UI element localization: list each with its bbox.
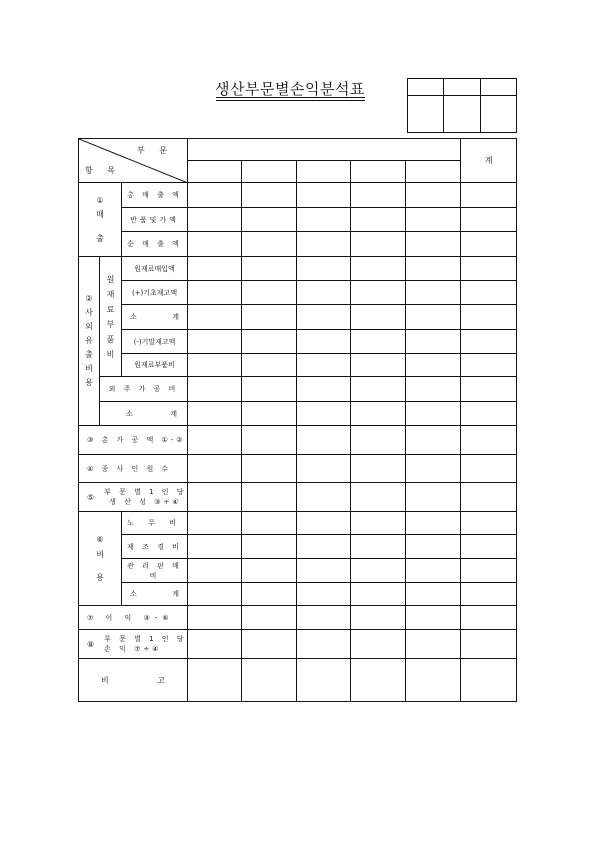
data-cell[interactable] [297, 455, 351, 483]
data-cell[interactable] [351, 659, 406, 702]
row-label-per-capita [79, 630, 188, 659]
material-char: 재 [106, 289, 115, 299]
document-title: 생산부문별손익분석표 [215, 80, 365, 98]
data-cell[interactable] [297, 535, 351, 559]
data-cell[interactable] [188, 377, 242, 402]
data-cell[interactable] [297, 257, 351, 281]
data-cell[interactable] [242, 377, 297, 402]
data-cell[interactable] [242, 583, 297, 606]
data-cell[interactable] [242, 281, 297, 305]
group-cost-label [79, 512, 122, 606]
data-cell[interactable] [461, 426, 517, 455]
group-outflow-char: 유 [85, 336, 93, 345]
dept-name-cell[interactable] [188, 161, 242, 183]
remarks-b: 고 [157, 675, 166, 685]
approval-box [407, 78, 517, 133]
row-label-outsourcing: 외 주 가 공 비 [100, 377, 188, 402]
data-cell[interactable] [461, 330, 517, 354]
data-cell[interactable] [297, 377, 351, 402]
dept-name-cell[interactable] [406, 161, 461, 183]
data-cell[interactable] [188, 257, 242, 281]
group-outflow-char: 외 [85, 322, 93, 331]
row-label-subtotal-1 [122, 305, 188, 330]
data-cell[interactable] [406, 659, 461, 702]
group-outflow-label [79, 257, 100, 426]
data-cell[interactable] [406, 455, 461, 483]
data-cell[interactable] [406, 402, 461, 426]
data-cell[interactable] [351, 535, 406, 559]
productivity-num: ⑤ [87, 492, 95, 502]
data-cell[interactable] [351, 455, 406, 483]
approval-sign-cell[interactable] [481, 96, 517, 133]
data-cell[interactable] [351, 583, 406, 606]
data-cell[interactable] [297, 281, 351, 305]
data-cell[interactable] [242, 606, 297, 630]
data-cell[interactable] [351, 377, 406, 402]
header-diagonal-cell [79, 139, 188, 183]
data-cell[interactable] [188, 630, 242, 659]
data-cell[interactable] [242, 354, 297, 377]
data-cell[interactable] [242, 659, 297, 702]
subtotal-2-b: 계 [170, 409, 178, 418]
data-cell[interactable] [461, 183, 517, 208]
row-label-net-sales: 순 매 출 액 [122, 232, 188, 257]
productivity-line-2: 생 산 성 ③÷④ [109, 498, 182, 506]
data-cell[interactable] [188, 483, 242, 512]
row-label-employees: ④ 종 사 인 원 수 [79, 455, 188, 483]
data-cell[interactable] [461, 354, 517, 377]
data-cell[interactable] [351, 630, 406, 659]
data-cell[interactable] [406, 512, 461, 535]
data-cell[interactable] [188, 232, 242, 257]
data-cell[interactable] [188, 559, 242, 583]
data-cell[interactable] [351, 483, 406, 512]
data-cell[interactable] [406, 257, 461, 281]
data-cell[interactable] [188, 426, 242, 455]
data-cell[interactable] [188, 455, 242, 483]
data-cell[interactable] [242, 232, 297, 257]
title-underline-2 [216, 100, 365, 101]
data-cell[interactable] [406, 583, 461, 606]
row-label-total-sales: 총 매 출 액 [122, 183, 188, 208]
approval-sign-cell[interactable] [408, 96, 444, 133]
data-cell[interactable] [297, 559, 351, 583]
data-cell[interactable] [188, 305, 242, 330]
data-cell[interactable] [297, 630, 351, 659]
data-cell[interactable] [297, 426, 351, 455]
data-cell[interactable] [242, 330, 297, 354]
data-cell[interactable] [406, 330, 461, 354]
row-label-end-inventory: (-)기말재고액 [122, 330, 188, 354]
group-sales-char: 출 [96, 233, 104, 243]
data-cell[interactable] [242, 630, 297, 659]
dept-label: 부 문 [137, 146, 174, 155]
data-cell[interactable] [461, 257, 517, 281]
data-cell[interactable] [188, 208, 242, 232]
data-cell[interactable] [461, 281, 517, 305]
data-cell[interactable] [461, 630, 517, 659]
data-cell[interactable] [188, 330, 242, 354]
data-cell[interactable] [406, 232, 461, 257]
data-cell[interactable] [351, 183, 406, 208]
data-cell[interactable] [461, 535, 517, 559]
dept-name-cell[interactable] [297, 161, 351, 183]
data-cell[interactable] [406, 606, 461, 630]
row-label-profit: ⑦ 이 익 ③-⑥ [79, 606, 188, 630]
row-label-material-purchase: 원재료매입액 [122, 257, 188, 281]
group-outflow-char: 용 [85, 378, 93, 387]
data-cell[interactable] [406, 208, 461, 232]
data-cell[interactable] [188, 402, 242, 426]
data-cell[interactable] [242, 257, 297, 281]
title-underline [216, 97, 365, 98]
material-subgroup-label [100, 257, 122, 377]
group-outflow-char: 사 [85, 308, 93, 317]
data-cell[interactable] [242, 402, 297, 426]
approval-head-cell[interactable] [444, 79, 481, 96]
data-cell[interactable] [297, 330, 351, 354]
data-cell[interactable] [406, 305, 461, 330]
row-label-value-added: ③ 총 가 공 액 ①-② [79, 426, 188, 455]
productivity-line-1: 부 문 별 1 인 당 [104, 488, 187, 496]
data-cell[interactable] [188, 606, 242, 630]
group-outflow-char: 비 [85, 364, 93, 373]
data-cell[interactable] [188, 583, 242, 606]
data-cell[interactable] [461, 559, 517, 583]
row-label-subtotal-2 [100, 402, 188, 426]
data-cell[interactable] [297, 606, 351, 630]
data-cell[interactable] [297, 659, 351, 702]
data-cell[interactable] [188, 535, 242, 559]
data-cell[interactable] [188, 512, 242, 535]
approval-head-cell[interactable] [408, 79, 444, 96]
group-sales-char: 매 [96, 209, 104, 219]
data-cell[interactable] [188, 183, 242, 208]
group-outflow-num: ② [85, 294, 93, 303]
subtotal-1-a: 소 [130, 313, 137, 321]
data-cell[interactable] [406, 426, 461, 455]
item-label: 항 목 [85, 166, 121, 175]
data-cell[interactable] [297, 354, 351, 377]
data-cell[interactable] [406, 281, 461, 305]
material-char: 품 [106, 334, 115, 344]
data-cell[interactable] [242, 455, 297, 483]
data-cell[interactable] [351, 426, 406, 455]
row-label-material-total: 원재료부품비 [122, 354, 188, 377]
dept-header-cell[interactable] [188, 139, 461, 161]
data-cell[interactable] [351, 512, 406, 535]
data-cell[interactable] [242, 535, 297, 559]
per-capita-line-1: 부 문 별 1 인 당 [104, 635, 187, 643]
data-cell[interactable] [297, 208, 351, 232]
per-capita-line-2: 손 익 ⑦÷④ [104, 645, 162, 653]
data-cell[interactable] [351, 402, 406, 426]
approval-sign-cell[interactable] [444, 96, 481, 133]
data-cell[interactable] [461, 402, 517, 426]
data-cell[interactable] [351, 305, 406, 330]
data-cell[interactable] [297, 232, 351, 257]
subtotal-3-a: 소 [130, 590, 137, 598]
data-cell[interactable] [461, 606, 517, 630]
data-cell[interactable] [242, 183, 297, 208]
row-label-admin-sales: 관 리 판 매 비 [122, 559, 188, 583]
data-cell[interactable] [461, 455, 517, 483]
data-cell[interactable] [242, 512, 297, 535]
data-cell[interactable] [242, 559, 297, 583]
approval-head-cell[interactable] [481, 79, 517, 96]
row-label-subtotal-3 [122, 583, 188, 606]
data-cell[interactable] [351, 559, 406, 583]
data-cell[interactable] [242, 208, 297, 232]
row-label-return-discount: 반품및가액 [122, 208, 188, 232]
data-cell[interactable] [461, 208, 517, 232]
data-cell[interactable] [406, 183, 461, 208]
data-cell[interactable] [297, 402, 351, 426]
row-label-labor: 노 무 비 [122, 512, 188, 535]
row-label-productivity [79, 483, 188, 512]
data-cell[interactable] [242, 483, 297, 512]
data-cell[interactable] [351, 257, 406, 281]
data-cell[interactable] [461, 512, 517, 535]
data-cell[interactable] [461, 659, 517, 702]
total-header: 계 [461, 139, 517, 183]
data-cell[interactable] [461, 232, 517, 257]
group-cost-char: 용 [96, 573, 104, 582]
data-cell[interactable] [461, 583, 517, 606]
data-cell[interactable] [461, 377, 517, 402]
group-cost-char: 비 [96, 550, 104, 559]
data-cell[interactable] [297, 183, 351, 208]
group-cost-num: ⑥ [96, 535, 104, 544]
group-outflow-char: 출 [85, 350, 93, 359]
data-cell[interactable] [461, 483, 517, 512]
data-cell[interactable] [351, 281, 406, 305]
material-char: 비 [106, 349, 115, 359]
data-cell[interactable] [242, 305, 297, 330]
group-sales-num: ① [96, 195, 104, 205]
material-char: 부 [106, 319, 115, 329]
data-cell[interactable] [406, 559, 461, 583]
data-cell[interactable] [406, 377, 461, 402]
data-cell[interactable] [406, 535, 461, 559]
data-cell[interactable] [242, 426, 297, 455]
dept-name-cell[interactable] [242, 161, 297, 183]
data-cell[interactable] [188, 281, 242, 305]
data-cell[interactable] [351, 208, 406, 232]
data-cell[interactable] [406, 483, 461, 512]
data-cell[interactable] [297, 583, 351, 606]
data-cell[interactable] [297, 483, 351, 512]
dept-name-cell[interactable] [351, 161, 406, 183]
analysis-table [78, 138, 517, 702]
data-cell[interactable] [461, 305, 517, 330]
data-cell[interactable] [406, 630, 461, 659]
group-sales-label [79, 183, 122, 257]
data-cell[interactable] [351, 606, 406, 630]
data-cell[interactable] [351, 354, 406, 377]
row-label-begin-inventory: (+)기초재고액 [122, 281, 188, 305]
subtotal-2-a: 소 [126, 409, 133, 418]
subtotal-1-b: 계 [172, 313, 180, 321]
data-cell[interactable] [188, 659, 242, 702]
remarks-a: 비 [101, 675, 109, 685]
per-capita-num: ⑧ [87, 639, 95, 649]
data-cell[interactable] [297, 512, 351, 535]
row-label-manufacturing: 제 조 경 비 [122, 535, 188, 559]
data-cell[interactable] [351, 232, 406, 257]
row-label-remarks [79, 659, 188, 702]
data-cell[interactable] [297, 305, 351, 330]
material-char: 료 [106, 304, 115, 314]
data-cell[interactable] [406, 354, 461, 377]
data-cell[interactable] [188, 354, 242, 377]
material-char: 원 [106, 274, 115, 284]
subtotal-3-b: 계 [172, 590, 180, 598]
data-cell[interactable] [351, 330, 406, 354]
